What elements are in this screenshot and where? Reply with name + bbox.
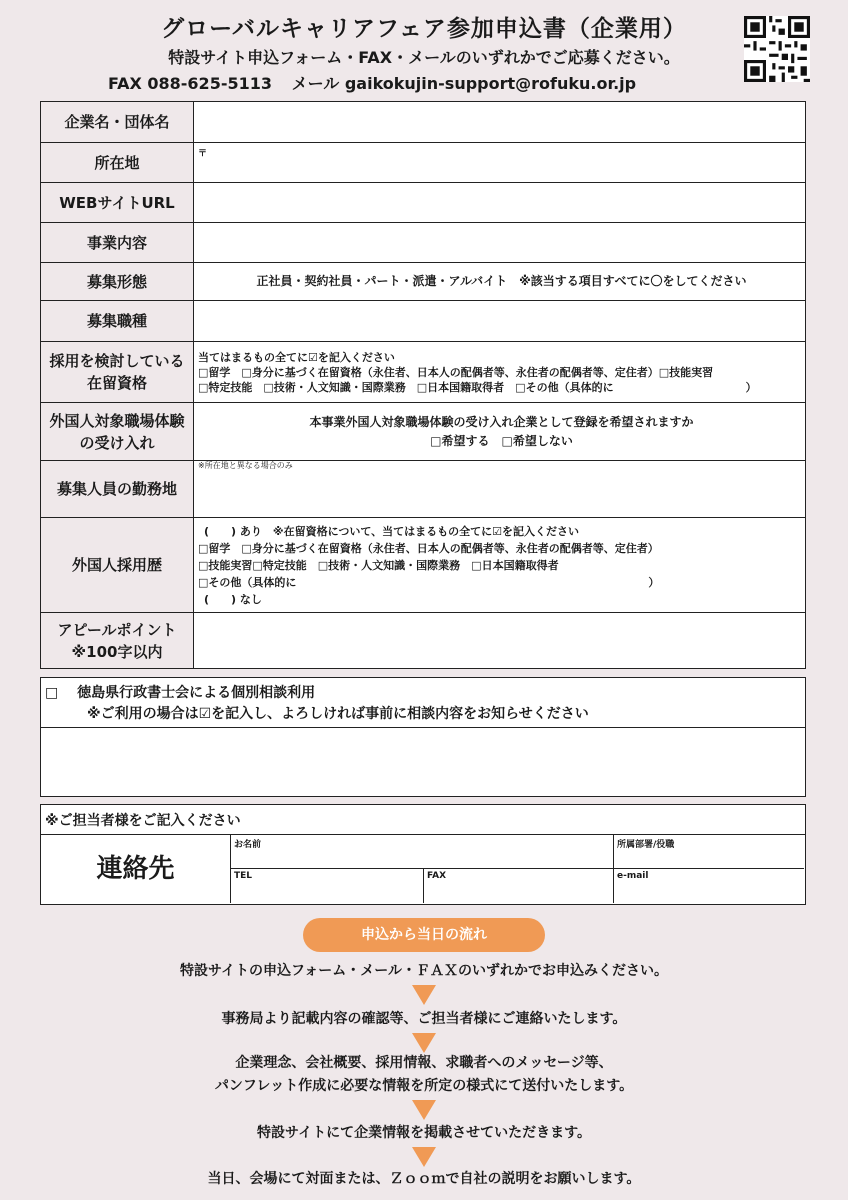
- business-label: 事業内容: [41, 223, 194, 263]
- employment-type-label: 募集形態: [41, 263, 194, 301]
- contact-fax-field[interactable]: FAX: [424, 869, 614, 903]
- website-url-field[interactable]: [194, 183, 806, 223]
- contact-dept-field[interactable]: 所属部署/役職: [614, 835, 804, 869]
- qr-code-icon[interactable]: [744, 16, 810, 82]
- address-label: 所在地: [41, 143, 194, 183]
- flow-step-3b: パンフレット作成に必要な情報を所定の様式にて送付いたします。: [214, 1078, 634, 1094]
- workplace-label: 募集人員の勤務地: [41, 461, 194, 518]
- flow-step-1: 特設サイトの申込フォーム・メール・ＦＡＸのいずれかでお申込みください。: [179, 963, 669, 979]
- postal-mark: 〒: [198, 149, 208, 159]
- page-title: グローバルキャリアフェア参加申込書（企業用）: [161, 16, 687, 42]
- job-type-field[interactable]: [194, 301, 806, 342]
- contact-email-field[interactable]: e-mail: [617, 871, 649, 881]
- appeal-point-field[interactable]: [194, 613, 806, 669]
- contact-info: [108, 71, 650, 94]
- down-arrow-icon: [412, 1100, 436, 1120]
- company-name-field[interactable]: [194, 102, 806, 143]
- job-type-label: 募集職種: [41, 301, 194, 342]
- down-arrow-icon: [412, 1147, 436, 1167]
- business-field[interactable]: [194, 223, 806, 263]
- consultation-checkbox[interactable]: □ 徳島県行政書士会による個別相談利用: [45, 685, 316, 701]
- workplace-note: ※所在地と異なる場合のみ: [198, 461, 293, 470]
- email-address[interactable]: メール gaikokujin-support@rofuku.or.jp: [291, 74, 637, 93]
- application-form-table: [40, 101, 806, 669]
- employment-type-options[interactable]: 正社員・契約社員・パート・派遣・アルバイト ※該当する項目すべてに〇をしてください: [194, 263, 806, 301]
- flow-step-4: 特設サイトにて企業情報を掲載させていただきます。: [257, 1125, 591, 1141]
- fax-number: FAX 088-625-5113: [108, 74, 272, 93]
- workplace-field[interactable]: [194, 461, 806, 518]
- residence-status-label: 採用を検討している 在留資格: [41, 342, 194, 403]
- flow-step-5: 当日、会場にて対面または、Ｚｏｏｍで自社の説明をお願いします。: [207, 1171, 641, 1187]
- flow-step-3a: 企業理念、会社概要、採用情報、求職者へのメッセージ等、: [235, 1055, 613, 1071]
- hiring-history-field[interactable]: ( ) あり ※在留資格について、当てはまるもの全てに☑を記入ください □留学 □身分に基づく在留資格（永住者、日本人の配偶者等、永住者の配偶者等、定住者） □技能実習□特定技能 □技術・人文知識・国際業務 □日本国籍取得者 □その他（具体的に ） ( ) なし: [194, 518, 806, 613]
- consultation-header: [41, 678, 805, 728]
- flow-title-badge: 申込から当日の流れ: [303, 918, 545, 952]
- work-experience-field[interactable]: 本事業外国人対象職場体験の受け入れ企業として登録を希望されますか □希望する □希望しない: [194, 403, 806, 461]
- website-url-label: WEBサイトURL: [41, 183, 194, 223]
- contact-box: [40, 804, 806, 905]
- appeal-point-label: アピールポイント ※100字以内: [41, 613, 194, 669]
- consultation-box: [40, 677, 806, 797]
- company-name-label: 企業名・団体名: [41, 102, 194, 143]
- contact-tel-field[interactable]: TEL: [231, 869, 424, 903]
- submission-instruction: 特設サイト申込フォーム・FAX・メールのいずれかでご応募ください。: [168, 48, 680, 67]
- consultation-note: ※ご利用の場合は☑を記入し、よろしければ事前に相談内容をお知らせください: [45, 706, 589, 722]
- contact-name-field[interactable]: お名前: [231, 835, 614, 869]
- work-experience-label: 外国人対象職場体験 の受け入れ: [41, 403, 194, 461]
- residence-status-options-2[interactable]: □特定技能 □技術・人文知識・国際業務 □日本国籍取得者 □その他（具体的に ）: [198, 380, 757, 394]
- address-field[interactable]: [194, 143, 806, 183]
- down-arrow-icon: [412, 985, 436, 1005]
- contact-title: 連絡先: [41, 835, 231, 903]
- consultation-content-field[interactable]: [41, 728, 805, 794]
- residence-status-field[interactable]: 当てはまるもの全てに☑を記入ください □留学 □身分に基づく在留資格（永住者、日本人の配偶者等、永住者の配偶者等、定住者）□技能実習 □特定技能 □技術・人文知識・国際業務 □日本国籍取得者 □その他（具体的に ）: [194, 342, 806, 403]
- flow-step-2: 事務局より記載内容の確認等、ご担当者様にご連絡いたします。: [221, 1011, 627, 1027]
- down-arrow-icon: [412, 1033, 436, 1053]
- contact-note: ※ご担当者様をご記入ください: [41, 805, 805, 835]
- hiring-history-label: 外国人採用歴: [41, 518, 194, 613]
- residence-status-options-1[interactable]: □留学 □身分に基づく在留資格（永住者、日本人の配偶者等、永住者の配偶者等、定住者）□技能実習: [198, 365, 714, 379]
- work-experience-options[interactable]: □希望する □希望しない: [430, 433, 573, 448]
- contact-grid: [41, 835, 805, 903]
